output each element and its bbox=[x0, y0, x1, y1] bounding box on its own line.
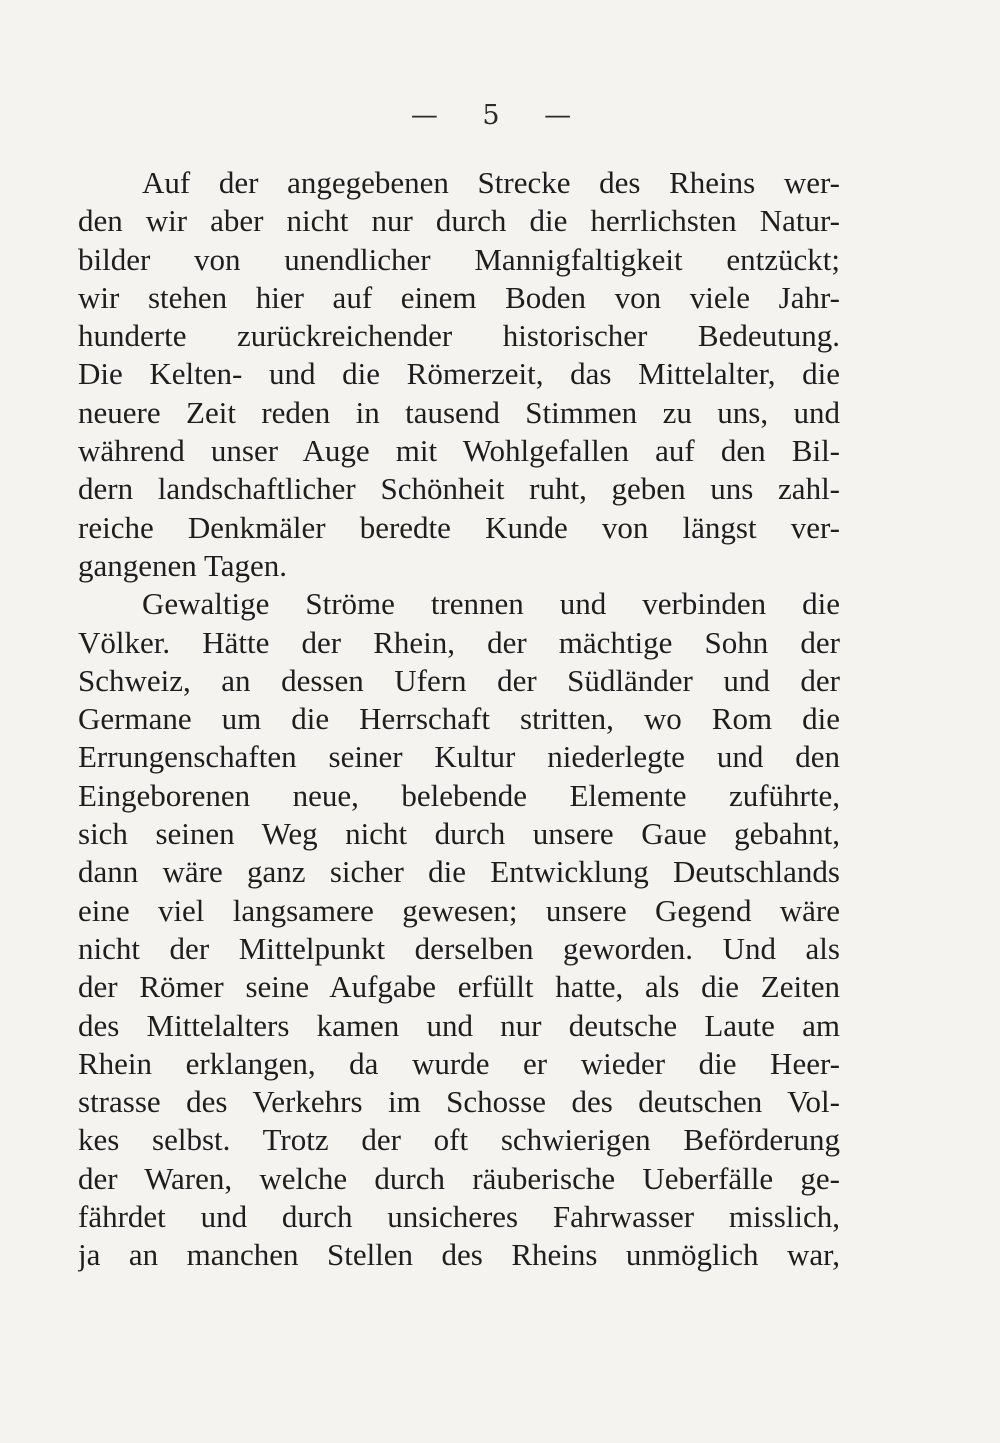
text-line: Völker. Hätte der Rhein, der mächtige Sohn der bbox=[78, 624, 840, 660]
text-line: kes selbst. Trotz der oft schwierigen Beförderung bbox=[78, 1122, 840, 1158]
text-line: wir stehen hier auf einem Boden von viele Jahr- bbox=[78, 279, 840, 315]
text-line: Rhein erklangen, da wurde er wieder die Heer- bbox=[78, 1045, 840, 1081]
text-line: nicht der Mittelpunkt derselben geworden. Und als bbox=[78, 930, 840, 966]
page-number: — 5 — bbox=[410, 100, 590, 131]
text-line: reiche Denkmäler beredte Kunde von längst ver- bbox=[78, 509, 840, 545]
text-line: Germane um die Herrschaft stritten, wo Rom die bbox=[78, 701, 840, 737]
text-line: Errungenschaften seiner Kultur niederlegte und den bbox=[78, 739, 840, 775]
text-line: gangenen Tagen. bbox=[78, 547, 288, 583]
text-line: hunderte zurückreichender historischer Bedeutung. bbox=[78, 318, 840, 354]
text-line: strasse des Verkehrs im Schosse des deutschen Vol- bbox=[78, 1084, 840, 1120]
text-line: der Römer seine Aufgabe erfüllt hatte, als die Zeiten bbox=[78, 969, 840, 1005]
text-line: den wir aber nicht nur durch die herrlichsten Natur- bbox=[78, 203, 840, 239]
text-line: sich seinen Weg nicht durch unsere Gaue gebahnt, bbox=[78, 816, 840, 852]
text-line: des Mittelalters kamen und nur deutsche Laute am bbox=[78, 1007, 840, 1043]
text-line: dann wäre ganz sicher die Entwicklung Deutschlands bbox=[78, 854, 840, 890]
text-line: ja an manchen Stellen des Rheins unmöglich war, bbox=[78, 1237, 840, 1273]
text-line: der Waren, welche durch räuberische Ueberfälle ge- bbox=[78, 1160, 840, 1196]
text-line: eine viel langsamere gewesen; unsere Gegend wäre bbox=[78, 892, 840, 928]
text-line: dern landschaftlicher Schönheit ruht, geben uns zahl- bbox=[78, 471, 840, 507]
text-line: Die Kelten- und die Römerzeit, das Mittelalter, die bbox=[78, 356, 840, 392]
text-line: neuere Zeit reden in tausend Stimmen zu uns, und bbox=[78, 394, 840, 430]
body-text bbox=[78, 164, 840, 1275]
text-line: Schweiz, an dessen Ufern der Südländer und der bbox=[78, 662, 840, 698]
text-line: bilder von unendlicher Mannigfaltigkeit entzückt; bbox=[78, 241, 840, 277]
text-line: während unser Auge mit Wohlgefallen auf den Bil- bbox=[78, 433, 840, 469]
text-line: Auf der angegebenen Strecke des Rheins wer- bbox=[142, 165, 840, 200]
text-line: Gewaltige Ströme trennen und verbinden die bbox=[142, 586, 840, 622]
text-line: Eingeborenen neue, belebende Elemente zuführte, bbox=[78, 777, 840, 813]
text-line: fährdet und durch unsicheres Fahrwasser misslich, bbox=[78, 1199, 840, 1235]
